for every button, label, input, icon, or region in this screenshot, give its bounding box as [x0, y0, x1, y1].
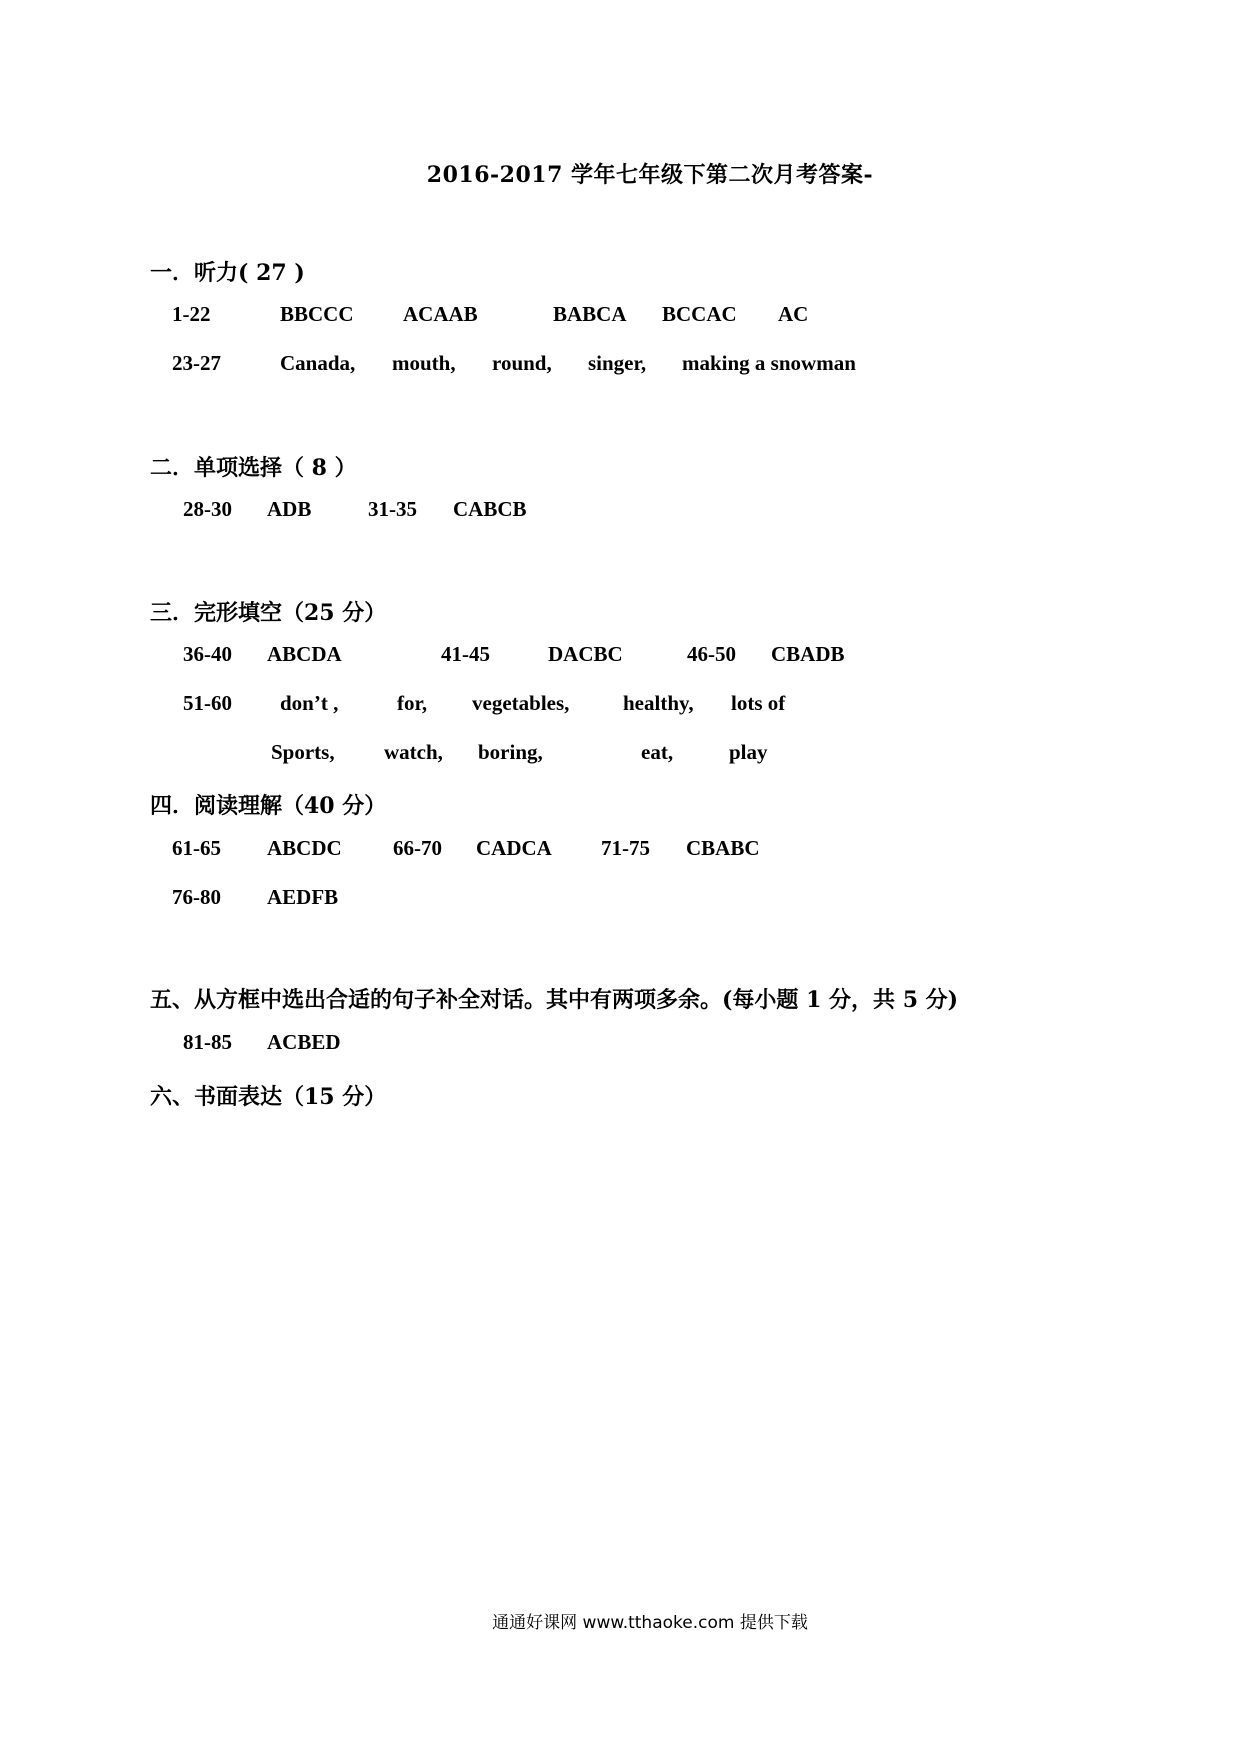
answer-cell: ACBED [267, 1030, 341, 1054]
answer-cell: boring, [478, 740, 543, 764]
answer-cell: Sports, [271, 740, 335, 764]
answer-cell: mouth, [392, 351, 456, 375]
answer-cell: ADB [267, 497, 312, 521]
answer-cell: 23-27 [172, 351, 221, 375]
answer-cell: AEDFB [267, 885, 339, 909]
answer-cell: ABCDC [267, 836, 342, 860]
answer-cell: 31-35 [368, 497, 417, 521]
answer-cell: 71-75 [601, 836, 650, 860]
answer-cell: AC [778, 302, 809, 326]
answer-cell: for, [397, 691, 428, 715]
answer-cell: BCCAC [662, 302, 737, 326]
answer-cell: CABCB [453, 497, 527, 521]
answer-cell: 76-80 [172, 885, 221, 909]
answer-cell: Canada, [280, 351, 356, 375]
section-heading-dialogue: 五、从方框中选出合适的句子补全对话。其中有两项多余。(每小题 1 分，共 5 分) [150, 987, 959, 1013]
answer-cell: 81-85 [183, 1030, 232, 1054]
answer-cell: CADCA [476, 836, 552, 860]
answer-cell: ABCDA [267, 642, 342, 666]
answer-cell: 46-50 [687, 642, 736, 666]
answer-cell: singer, [588, 351, 647, 375]
answer-cell: DACBC [548, 642, 623, 666]
section-heading-writing: 六、书面表达（15 分） [150, 1084, 387, 1110]
document-title: 2016-2017 学年七年级下第二次月考答案- [426, 162, 874, 188]
answer-cell: lots of [731, 691, 786, 715]
answer-cell: 61-65 [172, 836, 221, 860]
answer-cell: 41-45 [441, 642, 490, 666]
answer-cell: 36-40 [183, 642, 232, 666]
answer-cell: 51-60 [183, 691, 232, 715]
answer-cell: CBADB [771, 642, 845, 666]
answer-cell: round, [492, 351, 552, 375]
answer-cell: eat, [641, 740, 674, 764]
answer-cell: making a snowman [682, 351, 856, 375]
answer-cell: ACAAB [403, 302, 478, 326]
answer-cell: don’t , [280, 691, 339, 715]
answer-cell: 1-22 [172, 302, 211, 326]
answer-cell: BABCA [553, 302, 627, 326]
answer-cell: BBCCC [280, 302, 354, 326]
section-heading-listening: 一．听力( 27 ) [150, 260, 305, 286]
section-heading-cloze: 三．完形填空（25 分） [150, 600, 387, 626]
answer-cell: play [729, 740, 768, 764]
page-footer: 通通好课网 www.tthaoke.com 提供下载 [492, 1613, 808, 1633]
answer-cell: 28-30 [183, 497, 232, 521]
answer-cell: healthy, [623, 691, 694, 715]
section-heading-reading: 四．阅读理解（40 分） [150, 793, 387, 819]
answer-cell: watch, [384, 740, 443, 764]
answer-cell: vegetables, [472, 691, 570, 715]
section-heading-single-choice: 二．单项选择（ 8 ） [150, 455, 357, 481]
answer-cell: 66-70 [393, 836, 442, 860]
answer-cell: CBABC [686, 836, 760, 860]
